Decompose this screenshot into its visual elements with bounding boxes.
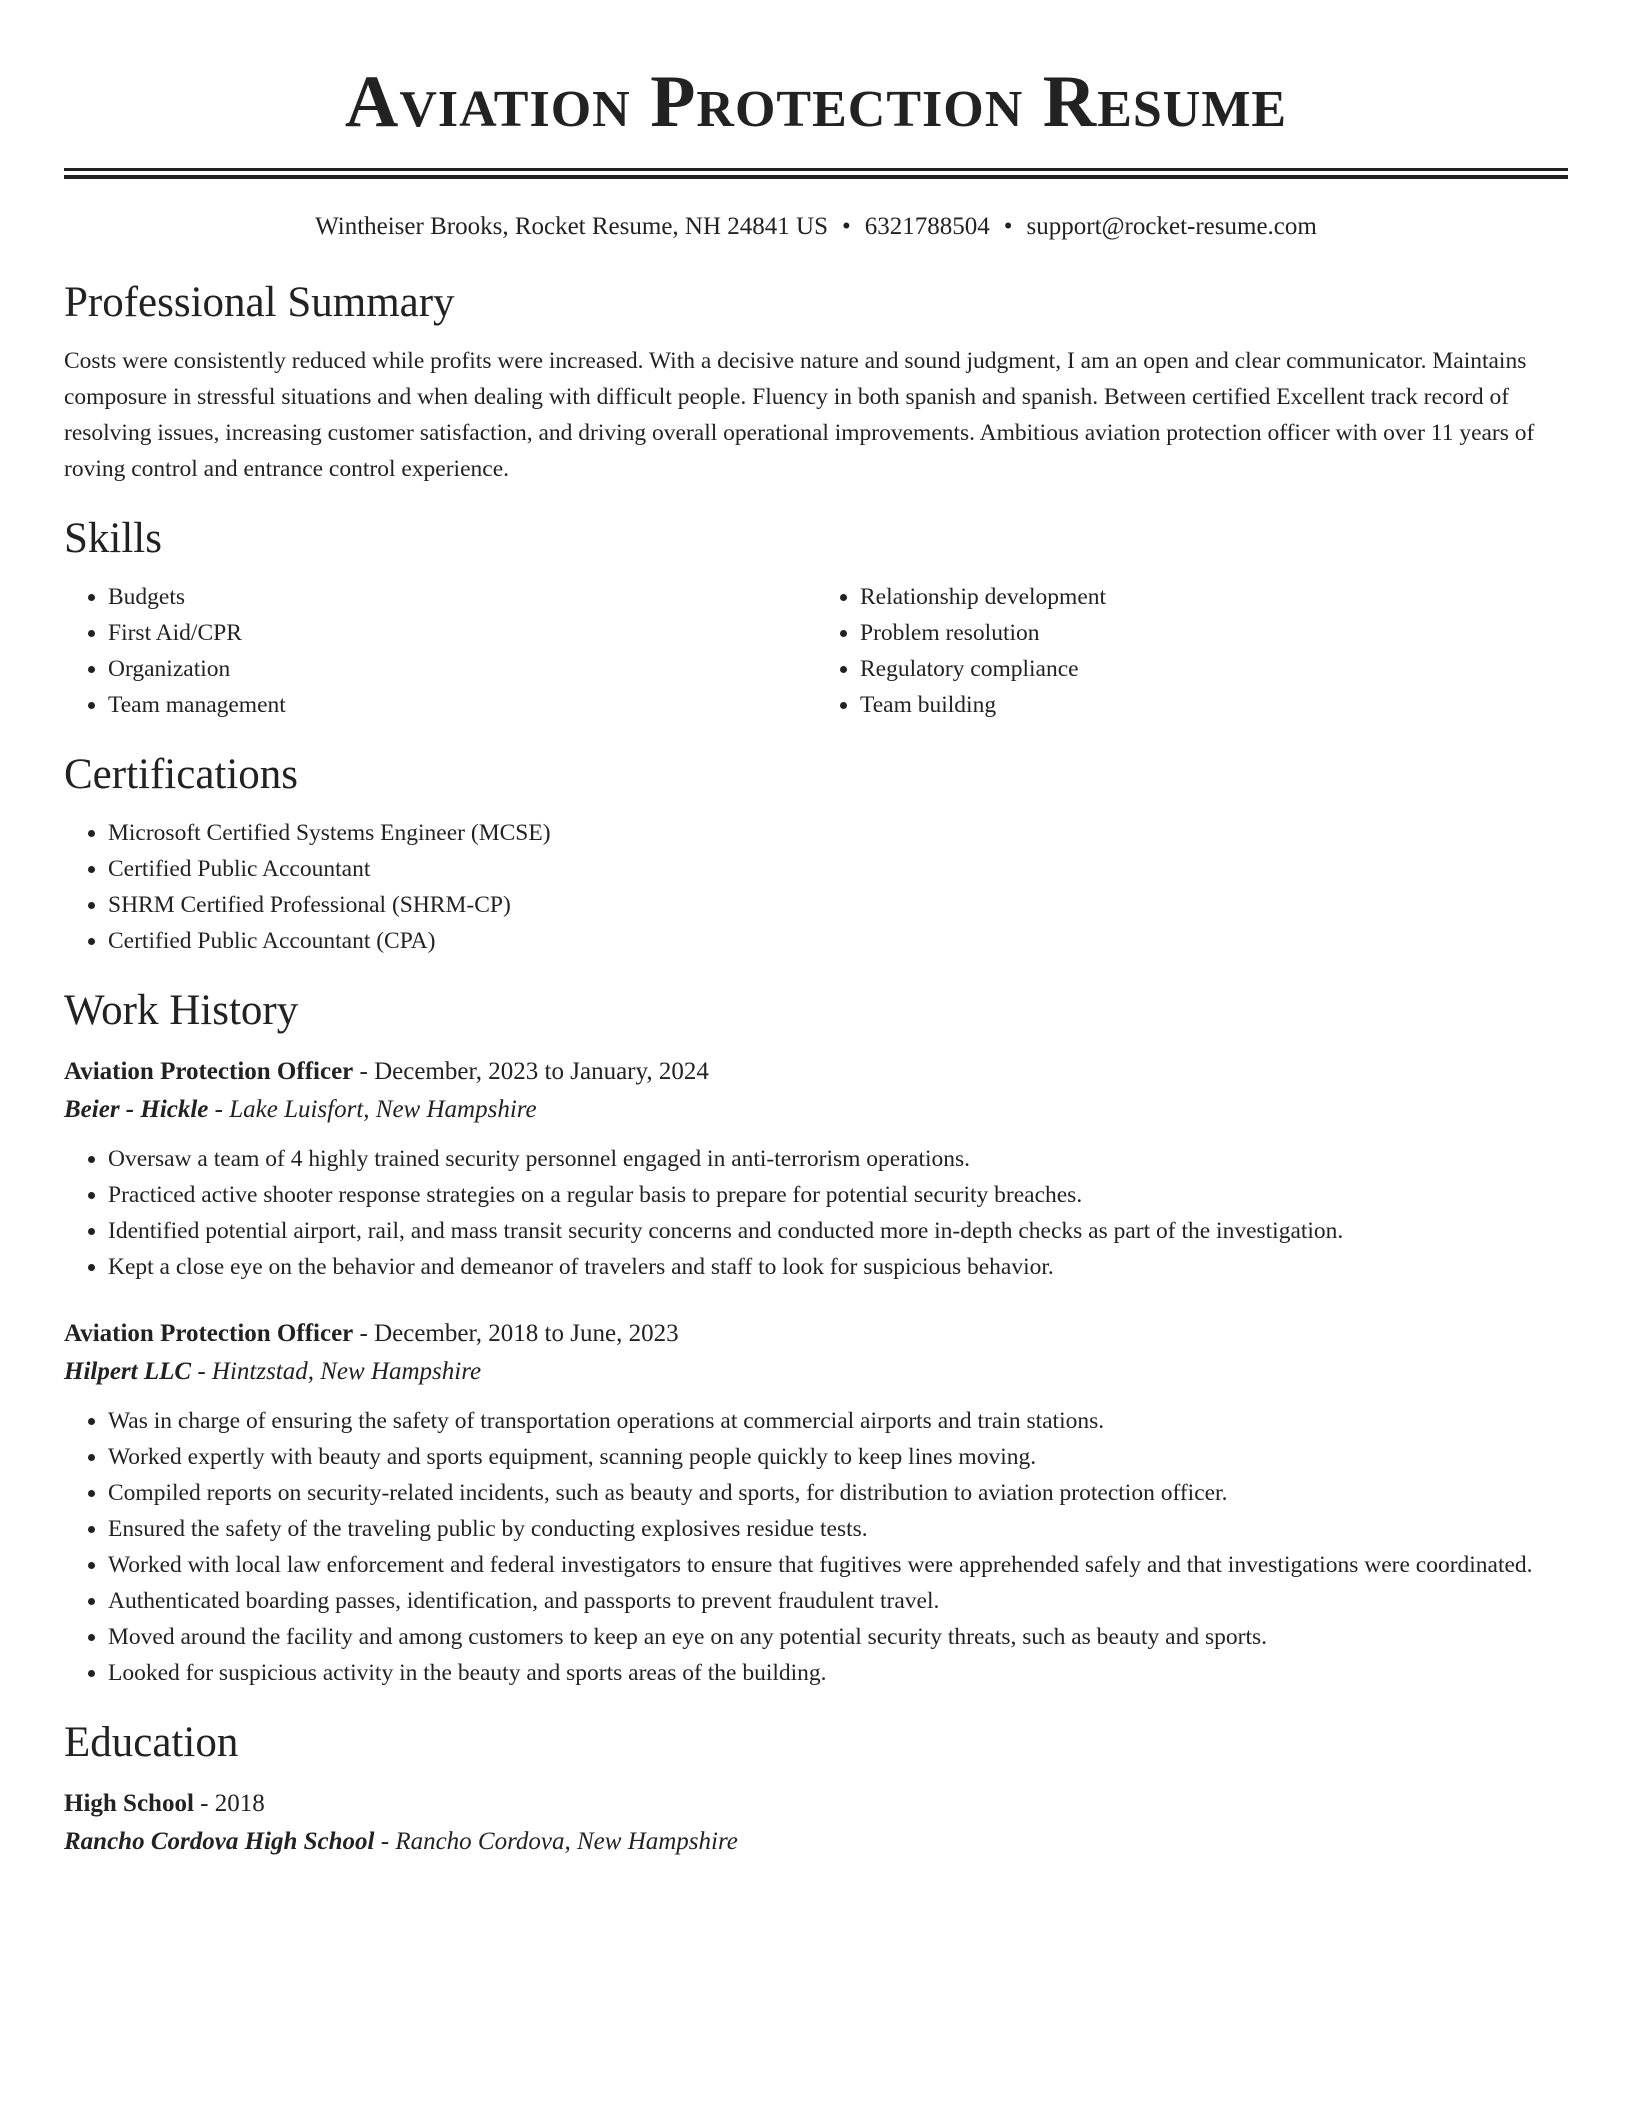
skill-item: • Regulatory compliance bbox=[860, 651, 1568, 687]
certification-item: • Microsoft Certified Systems Engineer (MCSE) bbox=[108, 815, 1568, 851]
dash: - bbox=[197, 1358, 206, 1385]
employer-location: Lake Luisfort, New Hampshire bbox=[229, 1096, 537, 1123]
degree-line bbox=[64, 1785, 1568, 1823]
skill-item: • Budgets bbox=[108, 579, 816, 615]
job-title-line bbox=[64, 1053, 1568, 1091]
certification-item: • Certified Public Accountant (CPA) bbox=[108, 923, 1568, 959]
job-title: Aviation Protection Officer bbox=[64, 1320, 354, 1347]
title-divider bbox=[64, 168, 1568, 179]
education-section bbox=[64, 1717, 1568, 1861]
school-location: Rancho Cordova, New Hampshire bbox=[395, 1828, 738, 1855]
certifications-list bbox=[64, 815, 1568, 959]
contact-separator: • bbox=[1003, 213, 1013, 240]
skill-item: • Problem resolution bbox=[860, 615, 1568, 651]
section-heading: Work History bbox=[64, 987, 299, 1034]
job-bullet: • Moved around the facility and among customers to keep an eye on any potential security threats, such as beauty and sports. bbox=[108, 1619, 1568, 1655]
skill-item: • Organization bbox=[108, 651, 816, 687]
education-entry bbox=[64, 1785, 1568, 1861]
employer-location: Hintzstad, New Hampshire bbox=[211, 1358, 482, 1385]
contact-email: support@rocket-resume.com bbox=[1026, 213, 1317, 240]
job-entry bbox=[64, 1053, 1568, 1285]
work-history-section bbox=[64, 985, 1568, 1691]
employer-line bbox=[64, 1091, 1568, 1129]
employer-name: Beier - Hickle bbox=[64, 1096, 209, 1123]
skill-item: • Relationship development bbox=[860, 579, 1568, 615]
skills-list-left bbox=[64, 579, 816, 723]
job-dates: December, 2023 to January, 2024 bbox=[374, 1058, 709, 1085]
skills-section bbox=[64, 513, 1568, 723]
graduation-year: 2018 bbox=[214, 1790, 265, 1817]
section-heading: Skills bbox=[64, 515, 162, 562]
contact-address: Wintheiser Brooks, Rocket Resume, NH 24841 US bbox=[315, 213, 828, 240]
job-bullet: • Worked expertly with beauty and sports equipment, scanning people quickly to keep lines moving. bbox=[108, 1439, 1568, 1475]
dash: - bbox=[214, 1096, 223, 1123]
contact-separator: • bbox=[842, 213, 851, 240]
section-heading: Education bbox=[64, 1719, 239, 1766]
job-bullet: • Authenticated boarding passes, identification, and passports to prevent fraudulent travel. bbox=[108, 1583, 1568, 1619]
job-bullets bbox=[64, 1141, 1568, 1285]
dash: - bbox=[359, 1058, 368, 1085]
dash: - bbox=[200, 1790, 209, 1817]
job-bullet: • Worked with local law enforcement and federal investigators to ensure that fugitives were apprehended safely and that investigations were coordinated. bbox=[108, 1547, 1568, 1583]
job-bullet: • Compiled reports on security-related incidents, such as beauty and sports, for distribution to aviation protection officer. bbox=[108, 1475, 1568, 1511]
job-bullet: • Identified potential airport, rail, and mass transit security concerns and conducted more in-depth checks as part of the investigation. bbox=[108, 1213, 1568, 1249]
job-bullet: • Kept a close eye on the behavior and demeanor of travelers and staff to look for suspicious behavior. bbox=[108, 1249, 1568, 1285]
dash: - bbox=[359, 1320, 368, 1347]
skill-item: • Team building bbox=[860, 687, 1568, 723]
job-bullet: • Ensured the safety of the traveling public by conducting explosives residue tests. bbox=[108, 1511, 1568, 1547]
skill-item: • Team management bbox=[108, 687, 816, 723]
school-line bbox=[64, 1823, 1568, 1861]
employer-name: Hilpert LLC bbox=[64, 1358, 192, 1385]
employer-line bbox=[64, 1353, 1568, 1391]
dash: - bbox=[380, 1828, 390, 1855]
job-bullet: • Oversaw a team of 4 highly trained security personnel engaged in anti-terrorism operations. bbox=[108, 1141, 1568, 1177]
summary-section bbox=[64, 277, 1568, 487]
section-heading: Certifications bbox=[64, 751, 299, 798]
resume-page bbox=[64, 0, 1568, 1861]
resume-title: Aviation Protection Resume bbox=[344, 61, 1288, 143]
skills-columns bbox=[64, 579, 1568, 723]
job-title: Aviation Protection Officer bbox=[64, 1058, 354, 1085]
school-name: Rancho Cordova High School bbox=[64, 1828, 375, 1855]
contact-phone: 6321788504 bbox=[864, 213, 990, 240]
skills-list-right bbox=[816, 579, 1568, 723]
job-bullet: • Looked for suspicious activity in the beauty and sports areas of the building. bbox=[108, 1655, 1568, 1691]
job-dates: December, 2018 to June, 2023 bbox=[374, 1320, 679, 1347]
job-bullet: • Practiced active shooter response strategies on a regular basis to prepare for potential security breaches. bbox=[108, 1177, 1568, 1213]
summary-text: Costs were consistently reduced while profits were increased. With a decisive nature and sound judgment, I am an open and clear communicator. Maintains composure in stressful situations and when dealing with difficult people. Fluency in both spanish and spanish. Between certified Excellent track record of resolving issues, increasing customer satisfaction, and driving overall operational improvements. Ambitious aviation protection officer with over 11 years of roving control and entrance control experience. bbox=[64, 348, 1535, 482]
contact-line bbox=[64, 211, 1568, 243]
certification-item: • Certified Public Accountant bbox=[108, 851, 1568, 887]
certifications-section bbox=[64, 749, 1568, 959]
degree: High School bbox=[64, 1790, 194, 1817]
job-bullet: • Was in charge of ensuring the safety of transportation operations at commercial airports and train stations. bbox=[108, 1403, 1568, 1439]
skill-item: • First Aid/CPR bbox=[108, 615, 816, 651]
job-title-line bbox=[64, 1315, 1568, 1353]
job-bullets bbox=[64, 1403, 1568, 1691]
job-entry bbox=[64, 1315, 1568, 1691]
section-heading: Professional Summary bbox=[64, 279, 455, 326]
certification-item: • SHRM Certified Professional (SHRM-CP) bbox=[108, 887, 1568, 923]
